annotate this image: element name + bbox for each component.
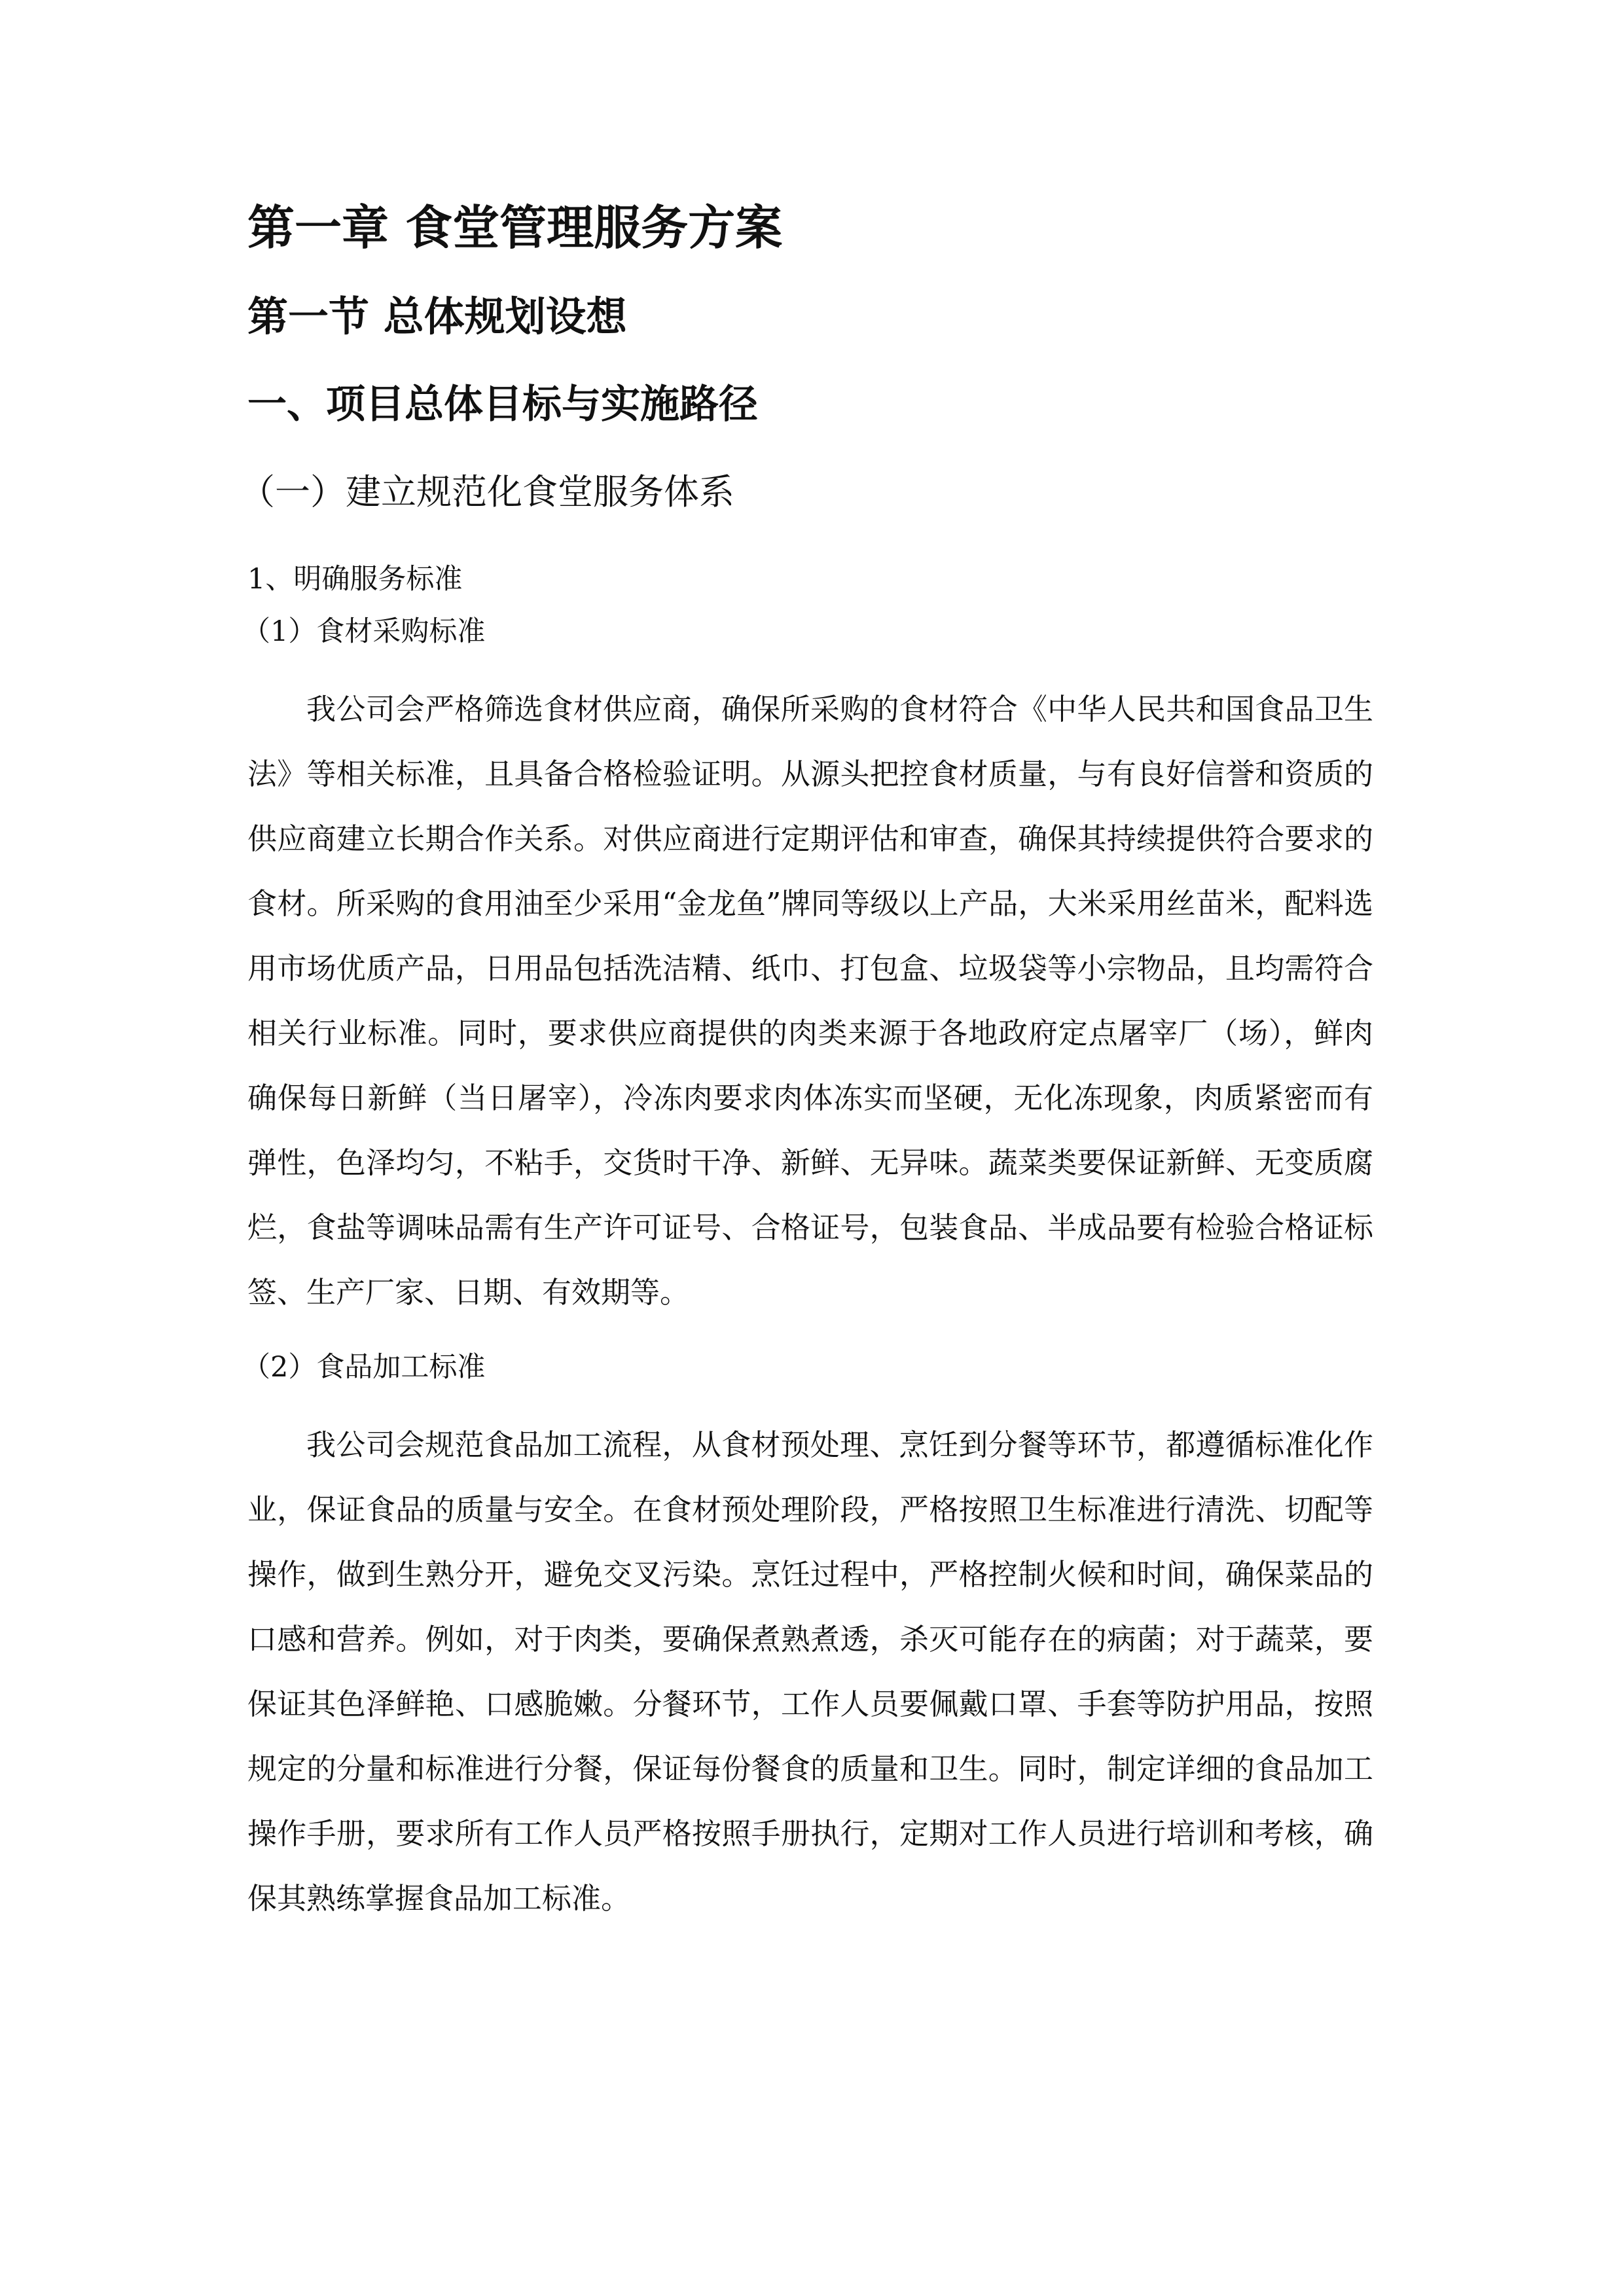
paragraph-food-procurement: 我公司会严格筛选食材供应商，确保所采购的食材符合《中华人民共和国食品卫生法》等相关标准，且具备合格检验证明。从源头把控食材质量，与有良好信誉和资质的供应商建立长期合作关系。对供应商进行定期评估和审查，确保其持续提供符合要求的食材。所采购的食用油至少采用“金龙鱼”牌同等级以上产品，大米采用丝苗米，配料选用市场优质产品，日用品包括洗洁精、纸巾、打包盒、垃圾袋等小宗物品，且均需符合相关行业标准。同时，要求供应商提供的肉类来源于各地政府定点屠宰厂（场），鲜肉确保每日新鲜（当日屠宰），冷冻肉要求肉体冻实而坚硬，无化冻现象，肉质紧密而有弹性，色泽均匀，不粘手，交货时干净、新鲜、无异味。蔬菜类要保证新鲜、无变质腐烂，食盐等调味品需有生产许可证号、合格证号，包装食品、半成品要有检验合格证标签、生产厂家、日期、有效期等。 [247,692,1373,1310]
paren-heading: （一）建立规范化食堂服务体系 [240,471,734,512]
chapter-title: 第一章 食堂管理服务方案 [247,200,783,255]
subsection-title: 一、项目总体目标与实施路径 [247,382,758,427]
numbered-heading: 1、明确服务标准 [247,563,463,596]
section-title: 第一节 总体规划设想 [247,293,627,340]
item-heading-food-procurement: （1）食材采购标准 [242,615,486,648]
paragraph-food-processing: 我公司会规范食品加工流程，从食材预处理、烹饪到分餐等环节，都遵循标准化作业，保证食品的质量与安全。在食材预处理阶段，严格按照卫生标准进行清洗、切配等操作，做到生熟分开，避免交叉污染。烹饪过程中，严格控制火候和时间，确保菜品的口感和营养。例如，对于肉类，要确保煮熟煮透，杀灭可能存在的病菌；对于蔬菜，要保证其色泽鲜艳、口感脆嫩。分餐环节，工作人员要佩戴口罩、手套等防护用品，按照规定的分量和标准进行分餐，保证每份餐食的质量和卫生。同时，制定详细的食品加工操作手册，要求所有工作人员严格按照手册执行，定期对工作人员进行培训和考核，确保其熟练掌握食品加工标准。 [247,1427,1373,1916]
item-heading-food-processing: （2）食品加工标准 [242,1351,486,1384]
document-page [240,196,1373,1950]
